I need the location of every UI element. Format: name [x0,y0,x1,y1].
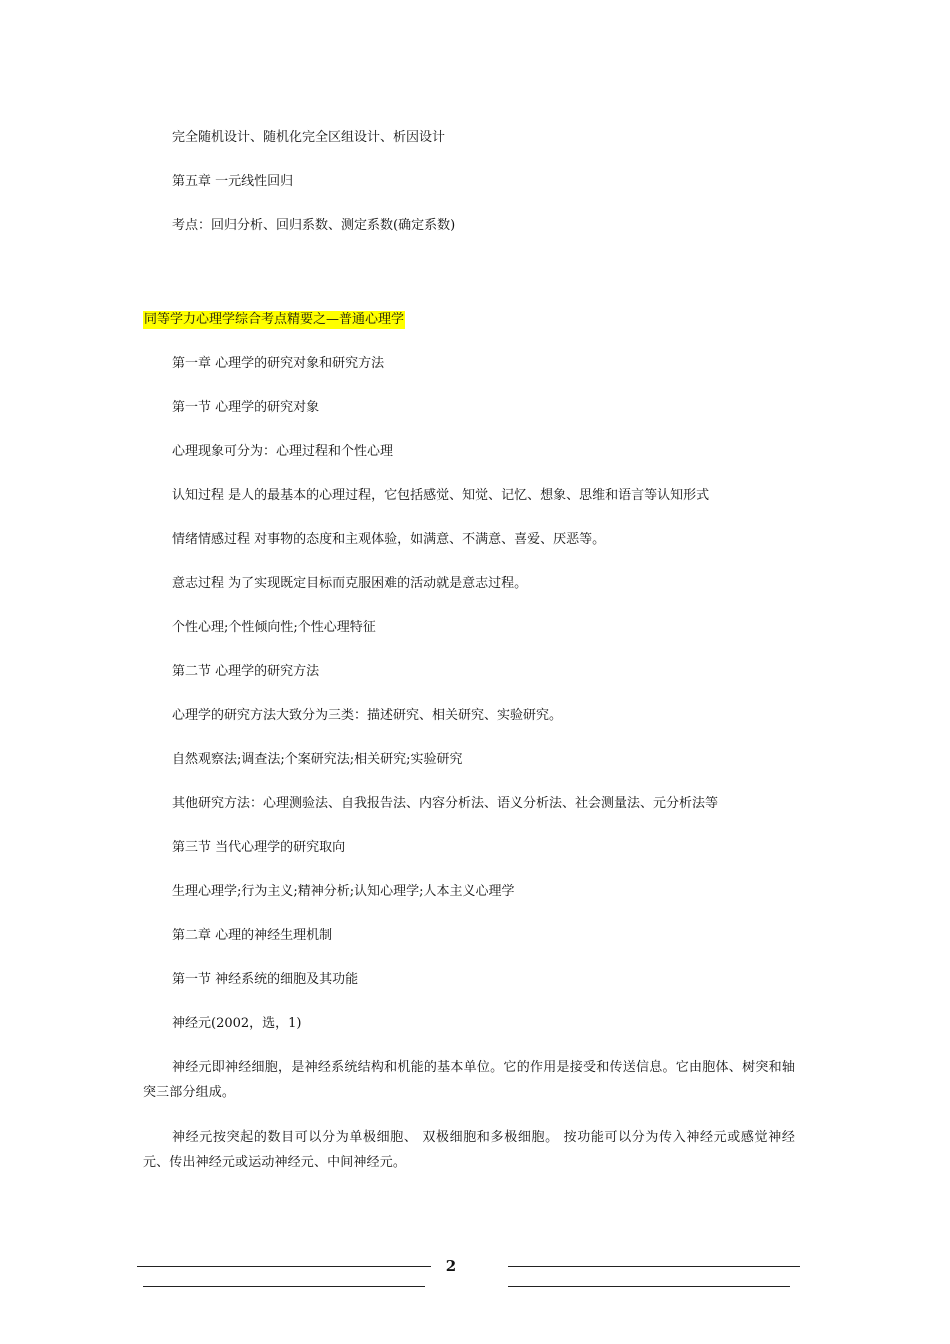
text-line-neuron: 神经元(2002，选，1) [172,1016,302,1031]
text-line-nerve-cells: 第一节 神经系统的细胞及其功能 [172,972,359,987]
text-line-random-design: 完全随机设计、随机化完全区组设计、析因设计 [172,130,446,145]
text-line-chapter5: 第五章 一元线性回归 [172,174,294,189]
text-line-method-list: 自然观察法;调查法;个案研究法;相关研究;实验研究 [172,752,463,767]
text-line-will: 意志过程 为了实现既定目标而克服困难的活动就是意志过程。 [172,576,528,591]
text-line-other-methods: 其他研究方法：心理测验法、自我报告法、内容分析法、语义分析法、社会测量法、元分析法等 [172,796,719,811]
text-line-section3: 第三节 当代心理学的研究取向 [172,840,346,855]
text-line-section2: 第二节 心理学的研究方法 [172,664,320,679]
footer-rule-left-top [137,1266,431,1267]
footer-rule-right-top [508,1266,800,1267]
text-line-orientations: 生理心理学;行为主义;精神分析;认知心理学;人本主义心理学 [172,884,515,899]
text-line-cognition: 认知过程 是人的最基本的心理过程，它包括感觉、知觉、记忆、想象、思维和语言等认知形式 [172,488,710,503]
text-line-phenomena: 心理现象可分为：心理过程和个性心理 [172,444,394,459]
text-line-chapter1: 第一章 心理学的研究对象和研究方法 [172,356,385,371]
text-line-exam-points: 考点：回归分析、回归系数、测定系数(确定系数) [172,218,456,233]
text-line-section1: 第一节 心理学的研究对象 [172,400,320,415]
footer-rule-left-bottom [143,1286,425,1287]
text-line-personality: 个性心理;个性倾向性;个性心理特征 [172,620,376,635]
text-line-chapter2: 第二章 心理的神经生理机制 [172,928,333,943]
text-line-emotion: 情绪情感过程 对事物的态度和主观体验，如满意、不满意、喜爱、厌恶等。 [172,532,606,547]
section-heading-highlighted: 同等学力心理学综合考点精要之—普通心理学 [144,312,405,327]
paragraph-neuron-definition: 神经元即神经细胞，是神经系统结构和机能的基本单位。它的作用是接受和传送信息。它由胞体、树突和轴突三部分组成。 [143,1060,795,1100]
footer-rule-right-bottom [508,1286,790,1287]
page-number: 2 [445,1257,457,1275]
text-line-methods: 心理学的研究方法大致分为三类：描述研究、相关研究、实验研究。 [172,708,563,723]
paragraph-neuron-types: 神经元按突起的数目可以分为单极细胞、 双极细胞和多极细胞。 按功能可以分为传入神经元或感觉神经元、传出神经元或运动神经元、中间神经元。 [143,1130,795,1170]
